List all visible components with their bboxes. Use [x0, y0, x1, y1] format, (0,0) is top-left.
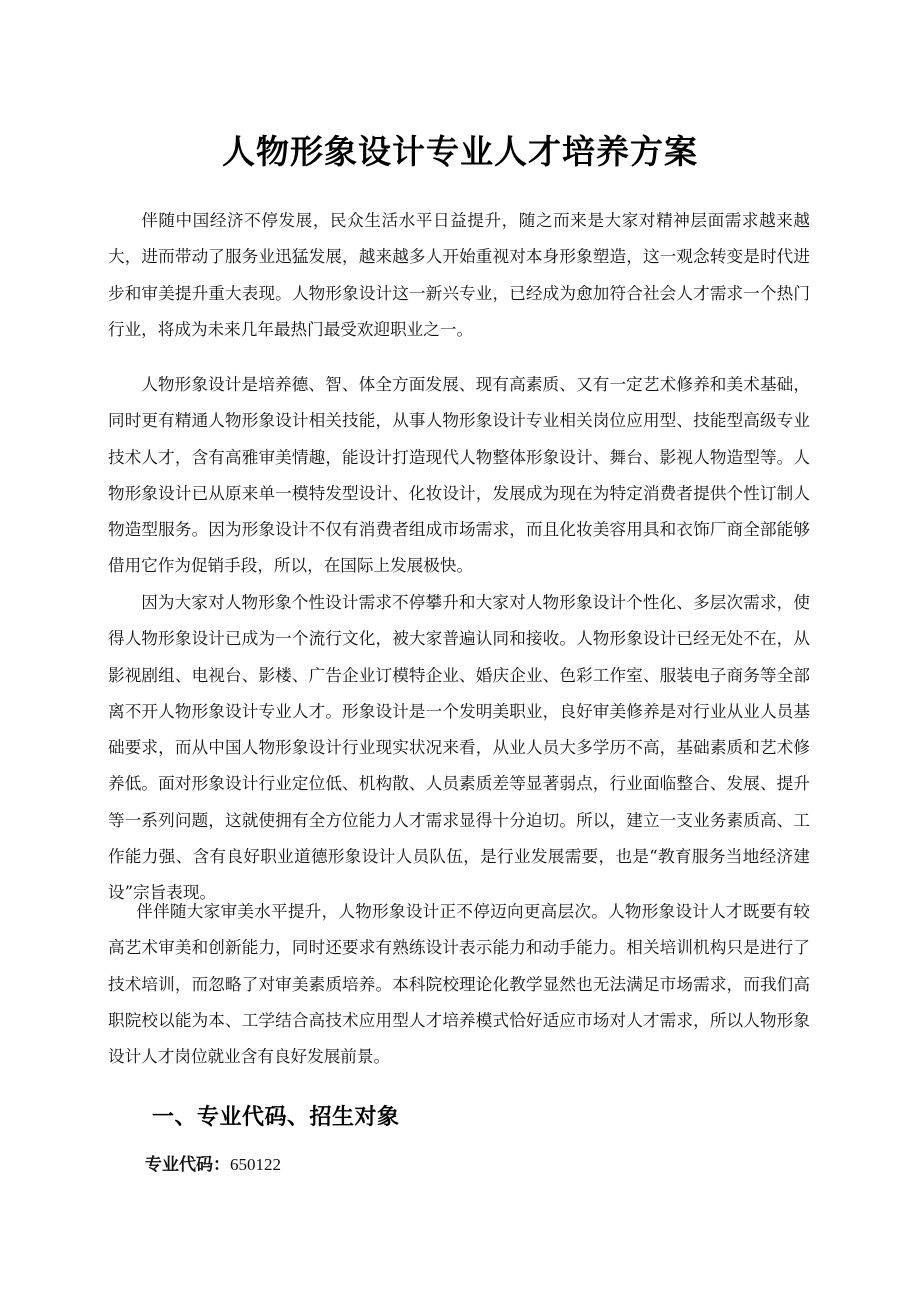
major-code-value: 650122 — [230, 1155, 281, 1174]
paragraph-intro: 伴随中国经济不停发展，民众生活水平日益提升，随之而来是大家对精神层面需求越来越大，进而带动了服务业迅猛发展，越来越多人开始重视对本身形象塑造，这一观念转变是时代进步和审美提升重大表现。人物形象设计这一新兴专业，已经成为愈加符合社会人才需求一个热门行业，将成为未来几年最热门最受欢迎职业之一。 — [108, 211, 810, 339]
paragraph-prospects: 伴伴随大家审美水平提升，人物形象设计正不停迈向更高层次。人物形象设计人才既要有较高艺术审美和创新能力，同时还要求有熟练设计表示能力和动手能力。相关培训机构只是进行了技术培训，而忽略了对审美素质培养。本科院校理论化教学显然也无法满足市场需求，而我们高职院校以能为本、工学结合高技术应用型人才培养模式恰好适应市场对人才需求，所以人物形象设计人才岗位就业含有良好发展前景。 — [108, 902, 810, 1067]
section-heading-code-enrollment: 一、专业代码、招生对象 — [152, 1105, 400, 1130]
major-code-line — [145, 1150, 281, 1175]
major-code-label: 专业代码： — [145, 1155, 230, 1175]
paragraph-definition: 人物形象设计是培养德、智、体全方面发展、现有高素质、又有一定艺术修养和美术基础，同时更有精通人物形象设计相关技能，从事人物形象设计专业相关岗位应用型、技能型高级专业技术人才，含有高雅审美情趣，能设计打造现代人物整体形象设计、舞台、影视人物造型等。人物形象设计已从原来单一模特发型设计、化妆设计，发展成为现在为特定消费者提供个性订制人物造型服务。因为形象设计不仅有消费者组成市场需求，而且化妆美容用具和衣饰厂商全部能够借用它作为促销手段，所以，在国际上发展极快。 — [108, 375, 810, 576]
paragraph-demand: 因为大家对人物形象个性设计需求不停攀升和大家对人物形象设计个性化、多层次需求，使得人物形象设计已成为一个流行文化，被大家普遍认同和接收。人物形象设计已经无处不在，从影视剧组、电视台、影楼、广告企业订模特企业、婚庆企业、色彩工作室、服装电子商务等全部离不开人物形象设计专业人才。形象设计是一个发明美职业，良好审美修养是对行业从业人员基础要求，而从中国人物形象设计行业现实状况来看，从业人员大多学历不高，基础素质和艺术修养低。面对形象设计行业定位低、机构散、人员素质差等显著弱点，行业面临整合、发展、提升等一系列问题，这就使拥有全方位能力人才需求显得十分迫切。所以，建立一支业务素质高、工作能力强、含有良好职业道德形象设计人员队伍，是行业发展需要，也是“教育服务当地经济建设”宗旨表现。 — [108, 593, 810, 903]
document-title: 人物形象设计专业人才培养方案 — [222, 132, 698, 171]
